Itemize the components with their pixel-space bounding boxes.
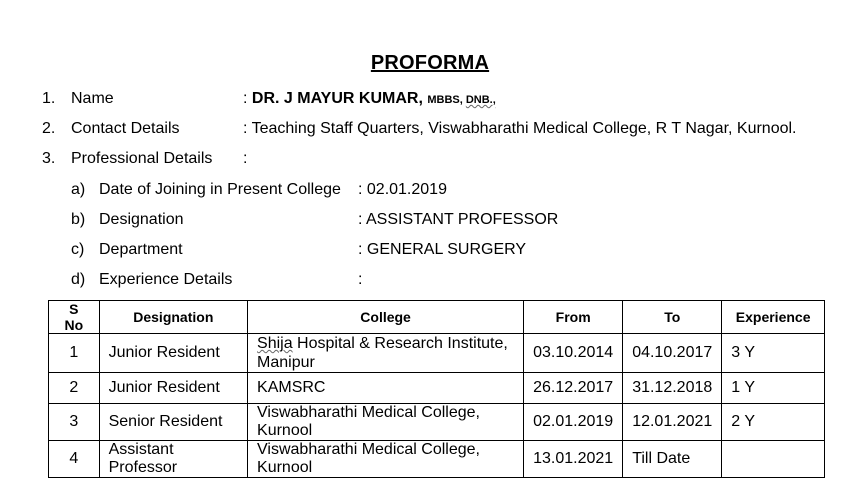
- cell-designation: Junior Resident: [99, 373, 247, 404]
- sub-item-label-designation: Designation: [99, 211, 184, 228]
- item-label-professional: Professional Details: [71, 150, 213, 167]
- cell-sno: 4: [49, 441, 100, 478]
- cell-college: KAMSRC: [248, 373, 524, 404]
- degree-mbbs: MBBS,: [427, 94, 466, 106]
- cell-from: 02.01.2019: [524, 404, 623, 441]
- header-from: From: [524, 301, 623, 334]
- sub-item-label-experience: Experience Details: [99, 271, 233, 288]
- degree-dnb: DNB.,: [465, 94, 496, 106]
- cell-college: Viswabharathi Medical College, Kurnool: [248, 404, 524, 441]
- table-row: [49, 404, 825, 441]
- table-row: [49, 373, 825, 404]
- header-designation: Designation: [99, 301, 247, 334]
- item-label-contact: Contact Details: [71, 120, 180, 137]
- college-name-part: Shija: [257, 335, 293, 352]
- sub-item-letter-d: d): [71, 271, 86, 288]
- cell-college: [248, 334, 524, 373]
- name-value: [243, 90, 496, 108]
- cell-experience: 1 Y: [722, 373, 825, 404]
- sub-item-label-department: Department: [99, 241, 183, 258]
- cell-sno: 3: [49, 404, 100, 441]
- cell-designation: Senior Resident: [99, 404, 247, 441]
- cell-to: Till Date: [623, 441, 722, 478]
- contact-address: Teaching Staff Quarters, Viswabharathi Medical College, R T Nagar, Kurnool.: [251, 120, 797, 137]
- experience-table: [48, 300, 825, 478]
- colon: :: [243, 150, 248, 167]
- header-to: To: [623, 301, 722, 334]
- table-header-row: [49, 301, 825, 334]
- sub-item-letter-b: b): [71, 211, 86, 228]
- colon: :: [243, 120, 248, 137]
- cell-from: 13.01.2021: [524, 441, 623, 478]
- department-value: : GENERAL SURGERY: [358, 241, 527, 258]
- designation-value: : ASSISTANT PROFESSOR: [358, 211, 559, 228]
- cell-from: 26.12.2017: [524, 373, 623, 404]
- table-row: [49, 334, 825, 373]
- contact-value: [243, 120, 797, 138]
- person-name: DR. J MAYUR KUMAR,: [251, 90, 423, 107]
- cell-to: 31.12.2018: [623, 373, 722, 404]
- item-number-1: 1.: [42, 90, 56, 107]
- item-label-name: Name: [71, 90, 114, 107]
- cell-to: 12.01.2021: [623, 404, 722, 441]
- experience-colon: :: [358, 271, 363, 288]
- colon: :: [243, 90, 248, 107]
- cell-experience: 2 Y: [722, 404, 825, 441]
- item-number-3: 3.: [42, 150, 56, 167]
- sub-item-letter-a: a): [71, 181, 86, 198]
- joining-date-value: : 02.01.2019: [358, 181, 447, 198]
- cell-designation: Junior Resident: [99, 334, 247, 373]
- sub-item-label-joining: Date of Joining in Present College: [99, 181, 341, 198]
- cell-college: Viswabharathi Medical College, Kurnool: [248, 441, 524, 478]
- cell-designation: Assistant Professor: [99, 441, 247, 478]
- cell-to: 04.10.2017: [623, 334, 722, 373]
- cell-sno: 1: [49, 334, 100, 373]
- header-experience: Experience: [722, 301, 825, 334]
- sub-item-letter-c: c): [71, 241, 85, 258]
- header-sno: S No: [49, 301, 100, 334]
- item-number-2: 2.: [42, 120, 56, 137]
- cell-sno: 2: [49, 373, 100, 404]
- cell-experience: 3 Y: [722, 334, 825, 373]
- table-row: [49, 441, 825, 478]
- cell-experience: [722, 441, 825, 478]
- page-title: PROFORMA: [370, 52, 490, 74]
- college-name-rest: Hospital & Research Institute, Manipur: [257, 335, 508, 371]
- header-college: College: [248, 301, 524, 334]
- cell-from: 03.10.2014: [524, 334, 623, 373]
